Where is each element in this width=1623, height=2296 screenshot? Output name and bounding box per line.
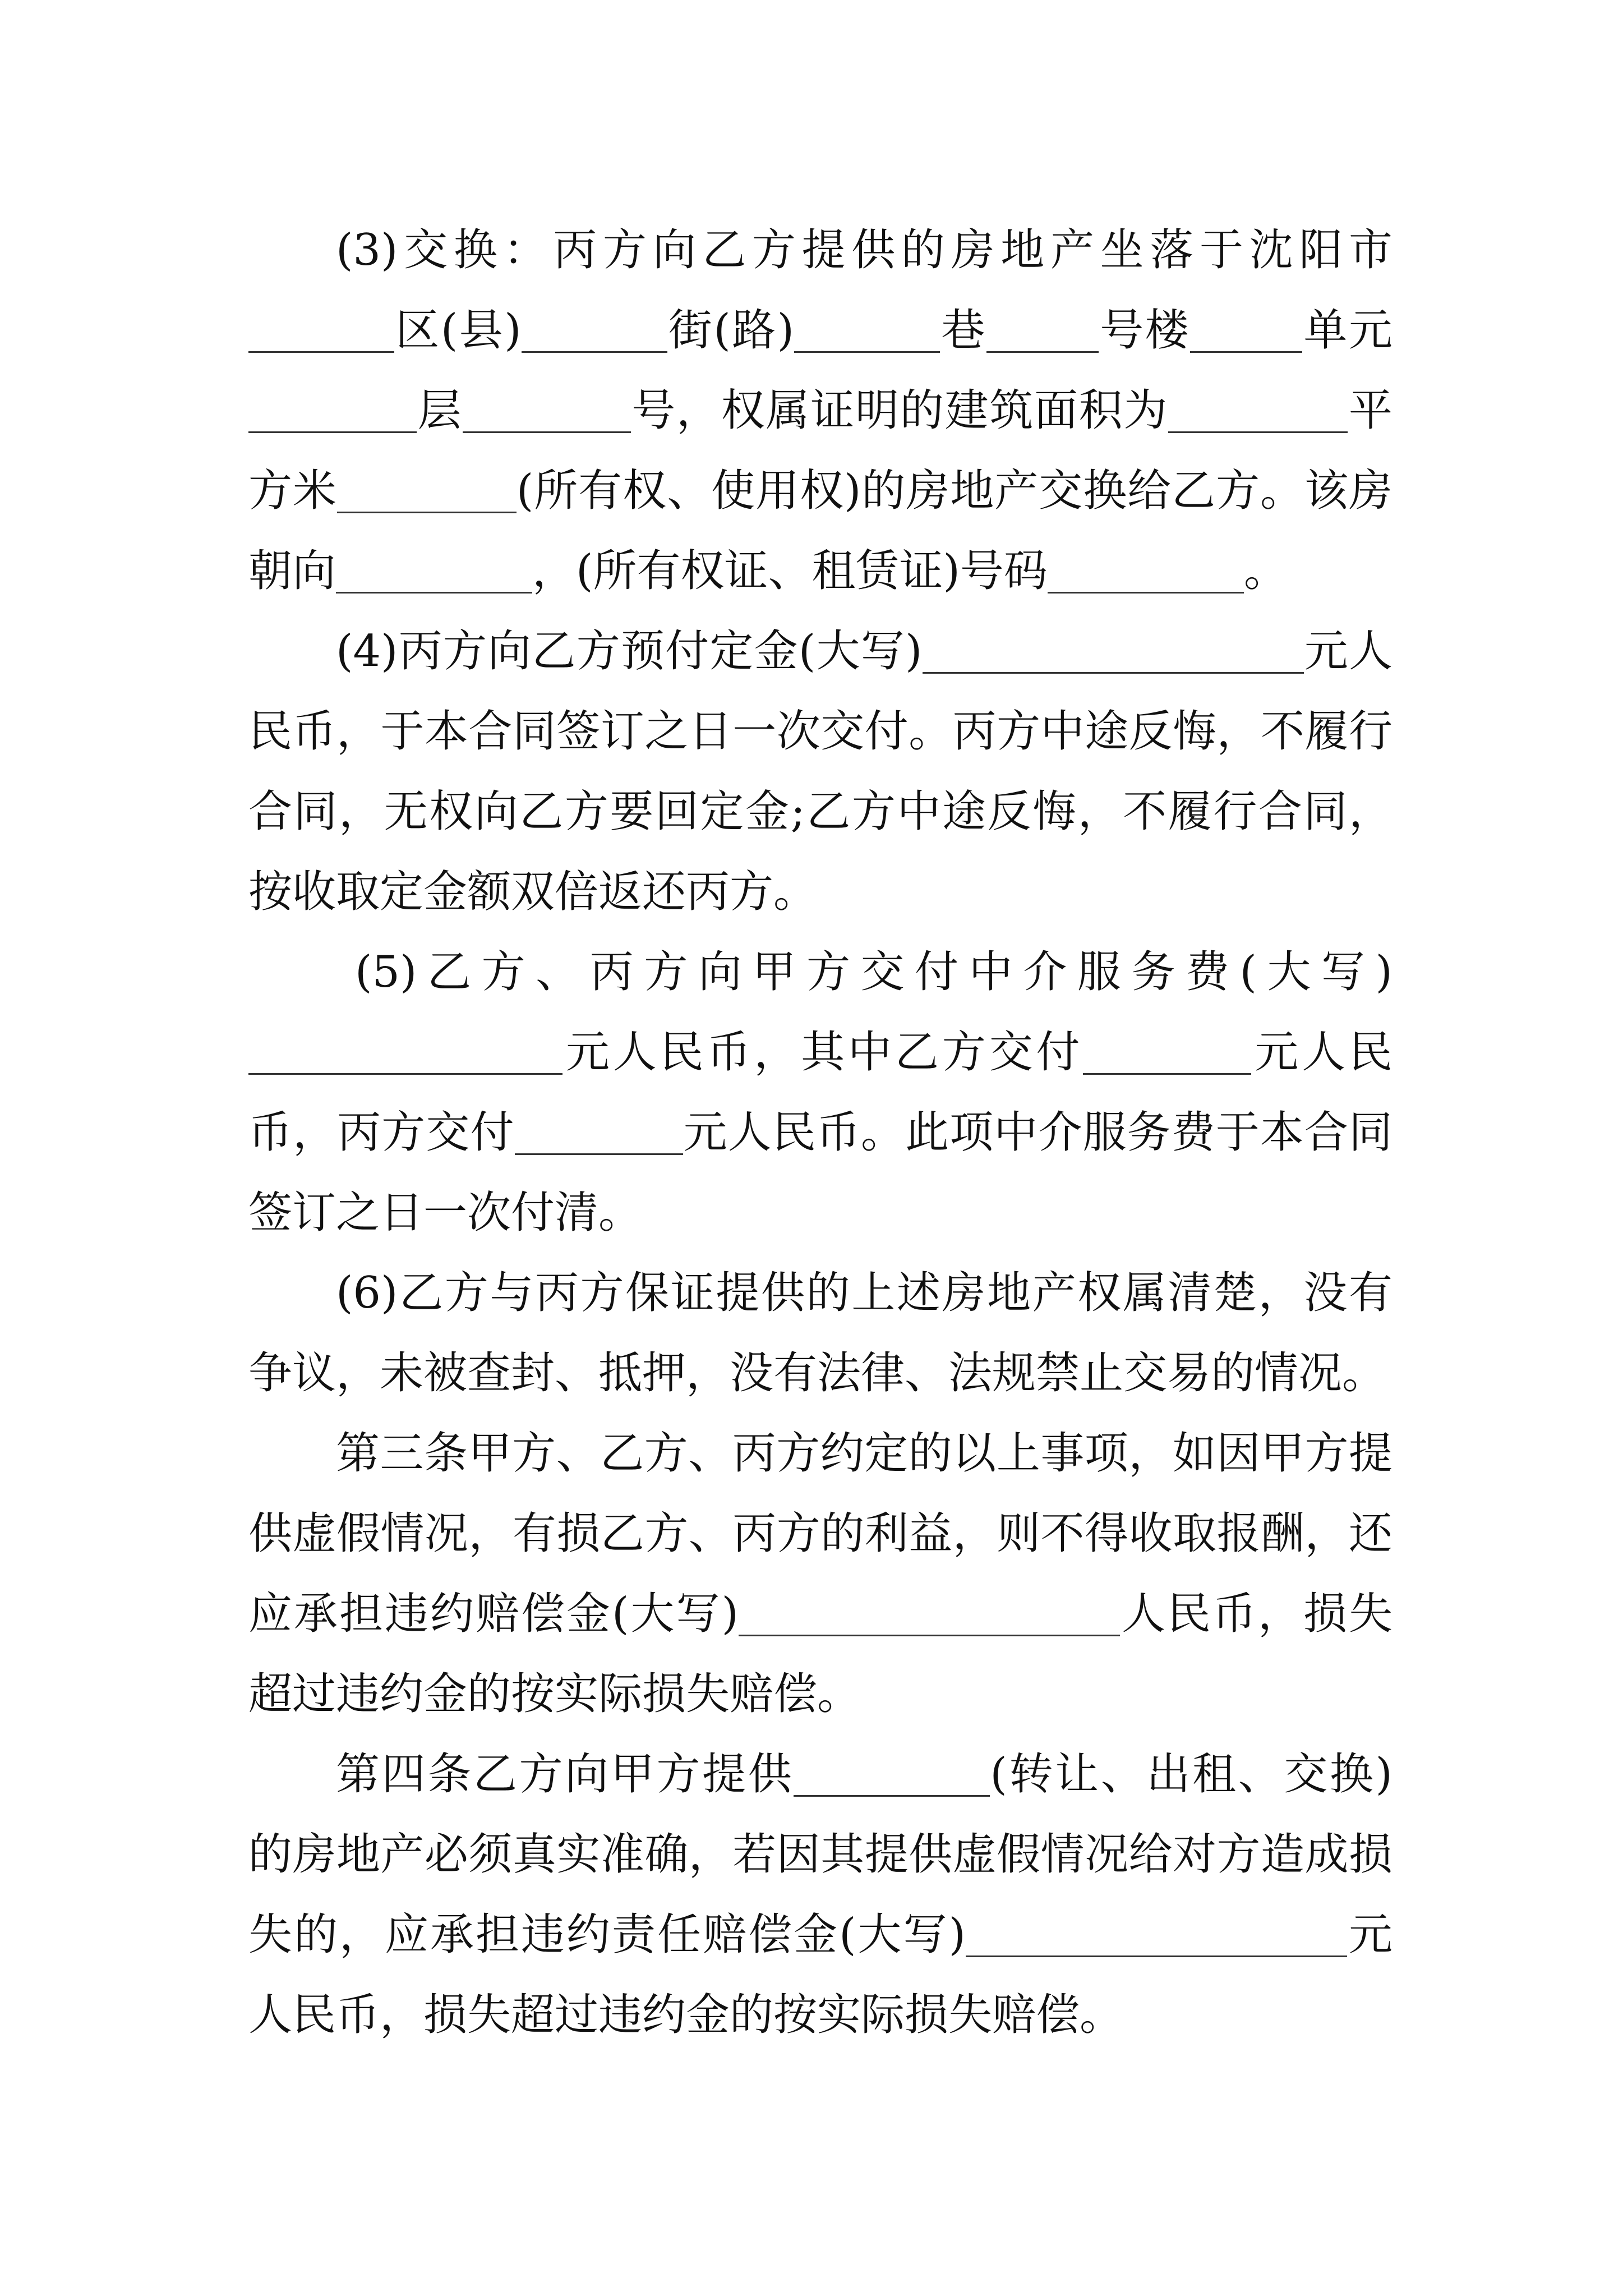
- clause-6-text-a: (6)乙方与丙方保证提供的上述房地产权属清楚，没有争议，未被查封、抵押，没有法律、法规禁止交易的情况。: [248, 1268, 1393, 1398]
- area-blank: [1168, 388, 1348, 433]
- clause-3-text-f: 单元: [1302, 305, 1393, 356]
- clause-5-text-d: 元人民币。此项中介服务费于本合同签订之日一次付清。: [248, 1107, 1393, 1238]
- clause-6-guarantee: [248, 1253, 1393, 1414]
- liability-amount-blank: [966, 1912, 1347, 1957]
- article-4-text-b: (转让、出租、交换)的房地产必须真实准确，若因其提供虚假情况给对方造成损失的，应承担违约责任赔偿金(大写): [248, 1749, 1393, 1960]
- deposit-amount-blank: [923, 628, 1304, 674]
- clause-3-text-l: 。: [1243, 546, 1288, 596]
- contract-page: [248, 210, 1393, 2055]
- clause-3-text-b: 区(县): [394, 305, 522, 356]
- right-type-blank: [337, 468, 517, 513]
- floor-blank: [463, 388, 631, 433]
- clause-4-deposit: [248, 611, 1393, 932]
- district-blank: [248, 307, 394, 353]
- penalty-amount-blank: [739, 1591, 1120, 1636]
- party-c-fee-blank: [515, 1110, 683, 1155]
- number-blank: [986, 307, 1099, 353]
- clause-3-text-d: 巷: [940, 305, 986, 356]
- unit-blank: [248, 388, 417, 433]
- article-3: [248, 1414, 1393, 1734]
- clause-3-text-k: ，(所有权证、租赁证)号码: [532, 546, 1048, 596]
- clause-5-service-fee: [248, 932, 1393, 1253]
- party-b-fee-blank: [1083, 1029, 1251, 1075]
- transaction-type-blank: [794, 1751, 990, 1797]
- clause-3-text-a: (3)交换：丙方向乙方提供的房地产坐落于沈阳市: [336, 225, 1393, 275]
- certificate-number-blank: [1048, 548, 1244, 593]
- orientation-blank: [336, 548, 532, 593]
- building-blank: [1190, 307, 1302, 353]
- clause-3-text-e: 号楼: [1098, 305, 1191, 356]
- clause-3-text-h: 号，权属证明的建筑面积为: [630, 385, 1169, 436]
- clause-5-text-b: 元人民币，其中乙方交付: [562, 1027, 1083, 1078]
- clause-5-text-a: (5)乙方、丙方向甲方交付中介服务费(大写): [355, 947, 1393, 997]
- clause-5-text-c: 元人民币，丙方交付: [248, 1027, 1393, 1158]
- clause-3-exchange: [248, 210, 1393, 611]
- service-fee-total-blank: [248, 1029, 562, 1075]
- clause-4-text-a: (4)丙方向乙方预付定金(大写): [336, 626, 923, 677]
- article-3-text-a: 第三条甲方、乙方、丙方约定的以上事项，如因甲方提供虚假情况，有损乙方、丙方的利益，则不得收取报酬，还应承担违约赔偿金(大写): [248, 1428, 1393, 1639]
- clause-3-text-g: 层: [417, 385, 463, 436]
- clause-3-text-j: (所有权、使用权)的房地产交换给乙方。该房朝向: [248, 466, 1393, 596]
- article-4: [248, 1734, 1393, 2055]
- clause-3-text-i: 平方米: [248, 385, 1393, 516]
- clause-4-text-b: 元人民币，于本合同签订之日一次交付。丙方中途反悔，不履行合同，无权向乙方要回定金;乙方中途反悔，不履行合同，按收取定金额双倍返还丙方。: [248, 626, 1393, 917]
- street-blank: [522, 307, 667, 353]
- article-4-text-c: 元人民币，损失超过违约金的按实际损失赔偿。: [248, 1910, 1393, 2040]
- clause-3-text-c: 街(路): [667, 305, 795, 356]
- article-4-text-a: 第四条乙方向甲方提供: [336, 1749, 794, 1800]
- article-3-text-b: 人民币，损失超过违约金的按实际损失赔偿。: [248, 1589, 1393, 1719]
- lane-blank: [794, 307, 940, 353]
